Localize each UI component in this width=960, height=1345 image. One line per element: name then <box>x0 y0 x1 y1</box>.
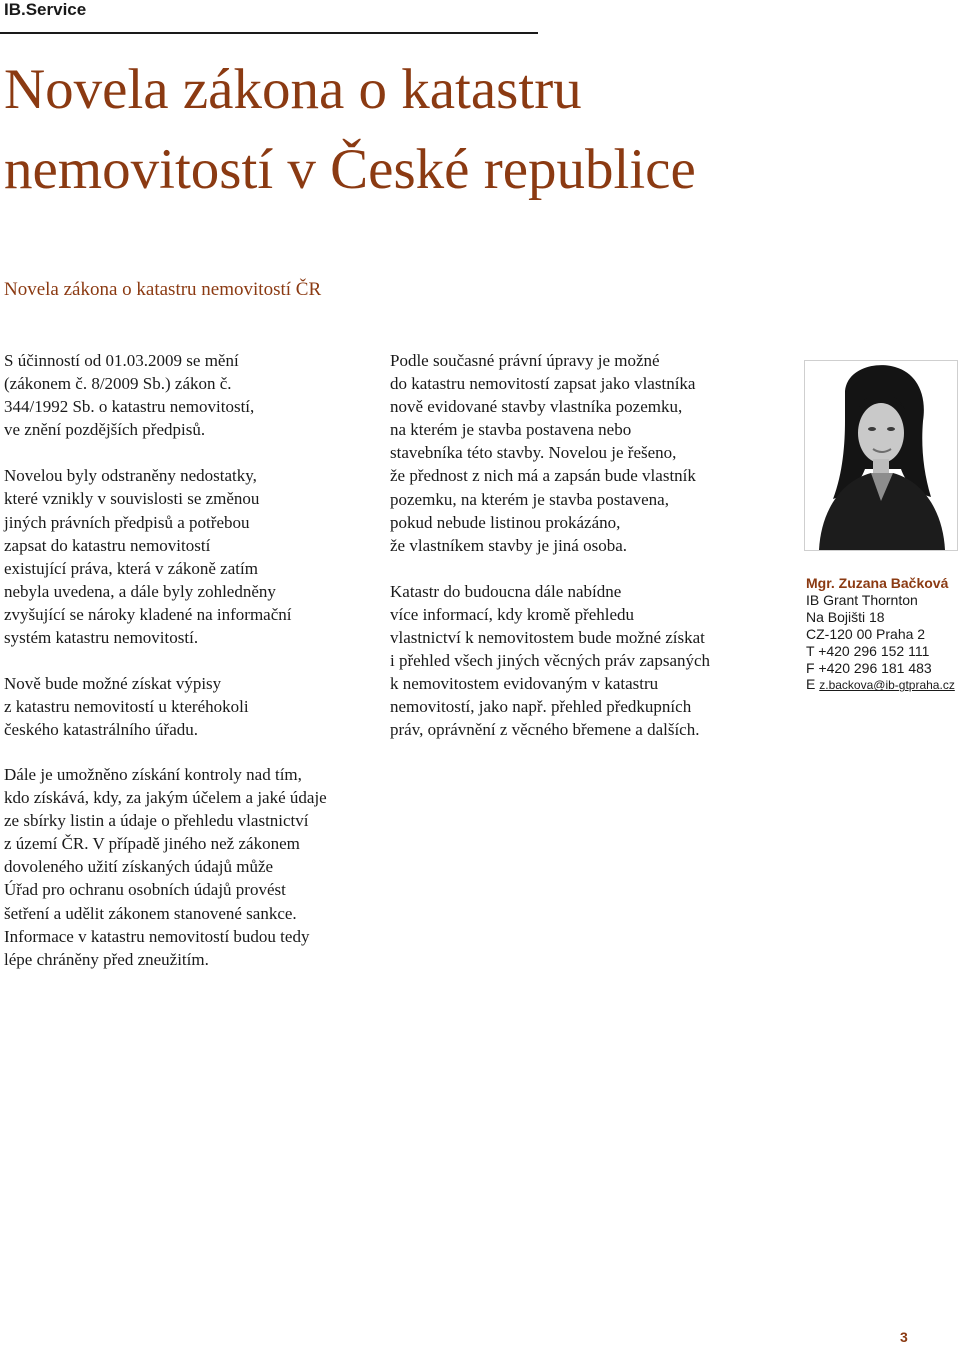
bottom-column <box>4 763 379 971</box>
contact-company: IB Grant Thornton <box>806 591 918 608</box>
text-line: ve znění pozdějších předpisů. <box>4 420 206 440</box>
paragraph-ownership <box>390 349 785 557</box>
contact-city: CZ-120 00 Praha 2 <box>806 625 926 642</box>
text-line: (zákonem č. 8/2009 Sb.) zákon č. <box>4 374 232 394</box>
email-prefix: E <box>806 676 820 693</box>
text-line: k nemovitostem evidovaným v katastru <box>390 674 659 694</box>
title-line-1: Novela zákona o katastru <box>4 58 582 121</box>
paragraph-extracts <box>4 672 379 741</box>
contact-email-row <box>806 676 960 694</box>
text-line: do katastru nemovitostí zapsat jako vlastníka <box>390 374 696 394</box>
text-line: že přednost z nich má a zapsán bude vlastník <box>390 466 696 486</box>
contact-fax: F +420 296 181 483 <box>806 659 932 676</box>
text-line: existující práva, která v zákoně zatím <box>4 558 258 578</box>
text-line: Nově bude možné získat výpisy <box>4 674 222 694</box>
text-line: nemovitostí, jako např. přehled předkupních <box>390 697 692 717</box>
text-line: Úřad pro ochranu osobních údajů provést <box>4 880 286 900</box>
paragraph-effective-date <box>4 349 379 441</box>
text-line: že vlastníkem stavby je jiná osoba. <box>390 535 627 555</box>
text-line: z území ČR. V případě jiného než zákonem <box>4 834 300 854</box>
text-line: českého katastrálního úřadu. <box>4 720 199 740</box>
middle-column <box>390 349 785 742</box>
text-line: dovoleného užití získaných údajů může <box>4 857 274 877</box>
author-photo <box>804 360 958 551</box>
text-line: 344/1992 Sb. o katastru nemovitostí, <box>4 397 255 417</box>
text-line: pozemku, na kterém je stavba postavena, <box>390 489 669 509</box>
text-line: ze sbírky listin a údaje o přehledu vlastnictví <box>4 811 309 831</box>
brand-label: IB.Service <box>4 0 87 19</box>
contact-card <box>806 575 960 694</box>
text-line: jiných právních předpisů a potřebou <box>4 512 250 532</box>
page-title <box>4 50 904 210</box>
text-line: Podle současné právní úpravy je možné <box>390 351 660 370</box>
contact-name: Mgr. Zuzana Bačková <box>806 575 949 591</box>
text-line: pokud nebude listinou prokázáno, <box>390 512 621 532</box>
left-column <box>4 349 379 741</box>
text-line: Novelou byly odstraněny nedostatky, <box>4 466 257 486</box>
paragraph-data-control <box>4 763 379 971</box>
text-line: lépe chráněny před zneužitím. <box>4 949 209 969</box>
text-line: Katastr do budoucna dále nabídne <box>390 581 622 601</box>
title-line-2: nemovitostí v České republice <box>4 138 696 201</box>
text-line: i přehled všech jiných věcných práv zapsaných <box>390 651 711 671</box>
text-line: šetření a udělit zákonem stanovené sankce. <box>4 903 297 923</box>
text-line: stavebníka této stavby. Novelou je řešeno, <box>390 443 677 463</box>
text-line: vlastnictví k nemovitostem bude možné získat <box>390 628 705 648</box>
text-line: Dále je umožněno získání kontroly nad tím, <box>4 765 302 784</box>
contact-street: Na Bojišti 18 <box>806 608 885 625</box>
header-divider <box>0 32 538 34</box>
text-line: zvyšující se nároky kladené na informační <box>4 604 292 624</box>
text-line: zapsat do katastru nemovitostí <box>4 535 211 555</box>
contact-email-link[interactable]: z.backova@ib-gtpraha.cz <box>819 678 955 693</box>
text-line: práv, oprávnění z věcného břemene a dalších. <box>390 720 700 740</box>
text-line: z katastru nemovitostí u kteréhokoli <box>4 697 249 717</box>
paragraph-amendment-reasons <box>4 464 379 649</box>
page-number: 3 <box>900 1329 908 1345</box>
text-line: na kterém je stavba postavena nebo <box>390 420 632 440</box>
contact-phone: T +420 296 152 111 <box>806 642 930 659</box>
text-line: nově evidované stavby vlastníka pozemku, <box>390 397 683 417</box>
paragraph-more-information <box>390 580 785 742</box>
text-line: nebyla uvedena, a dále byly zohledněny <box>4 581 276 601</box>
page-subtitle: Novela zákona o katastru nemovitostí ČR <box>4 279 322 300</box>
text-line: kdo získává, kdy, za jakým účelem a jaké údaje <box>4 788 327 808</box>
text-line: S účinností od 01.03.2009 se mění <box>4 351 239 370</box>
text-line: více informací, kdy kromě přehledu <box>390 604 635 624</box>
text-line: systém katastru nemovitostí. <box>4 628 199 648</box>
text-line: které vznikly v souvislosti se změnou <box>4 489 260 509</box>
text-line: Informace v katastru nemovitostí budou tedy <box>4 926 310 946</box>
